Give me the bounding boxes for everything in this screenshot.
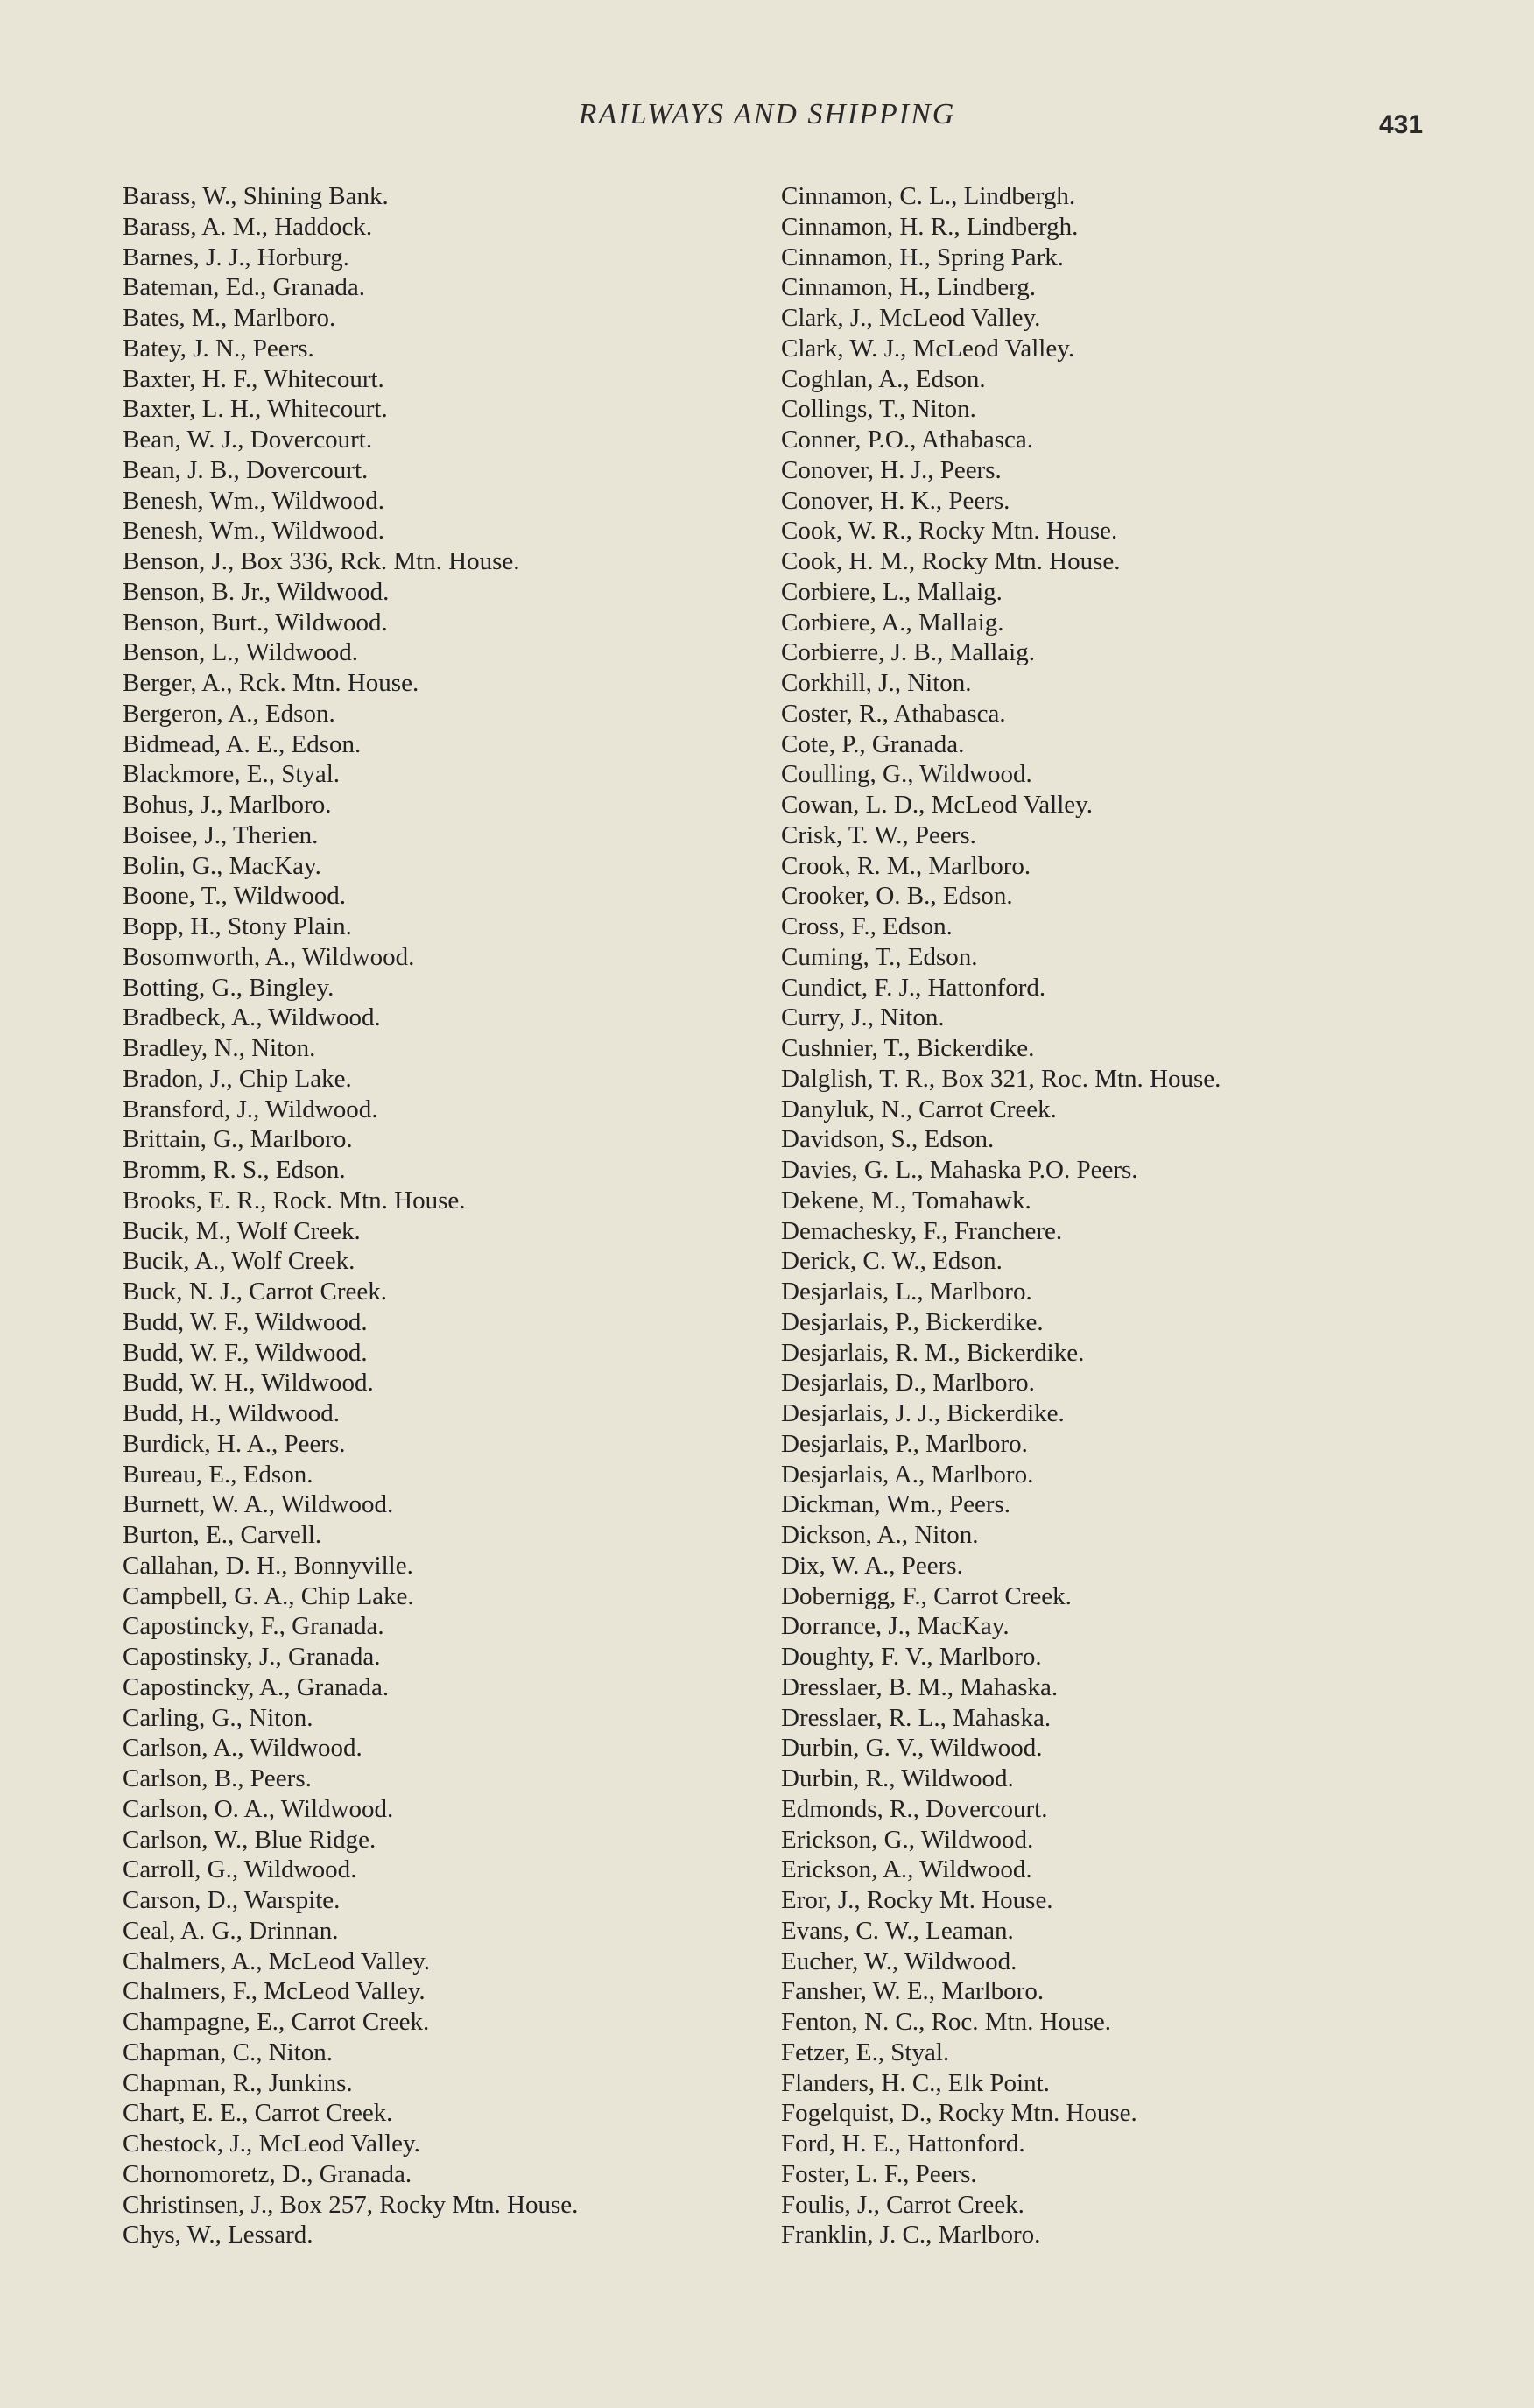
directory-entry: Cook, H. M., Rocky Mtn. House. [781,547,1121,575]
directory-entry: Capostincky, F., Granada. [123,1612,384,1641]
directory-entry: Chalmers, A., McLeod Valley. [123,1947,431,1975]
directory-entry: Bateman, Ed., Granada. [123,273,366,302]
directory-entry: Callahan, D. H., Bonnyville. [123,1551,413,1580]
directory-entry: Danyluk, N., Carrot Creek. [781,1095,1057,1123]
directory-entry: Durbin, R., Wildwood. [781,1764,1014,1792]
directory-entry: Bucik, M., Wolf Creek. [123,1216,361,1245]
directory-entry: Ceal, A. G., Drinnan. [123,1916,339,1945]
directory-entry: Benesh, Wm., Wildwood. [123,517,385,546]
directory-entry: Derick, C. W., Edson. [781,1247,1003,1276]
directory-entry: Bean, J. B., Dovercourt. [123,455,369,484]
directory-entry: Barnes, J. J., Horburg. [123,243,349,271]
directory-entry: Brittain, G., Marlboro. [123,1125,353,1154]
directory-entry: Buck, N. J., Carrot Creek. [123,1278,388,1306]
directory-entry: Demachesky, F., Franchere. [781,1216,1063,1245]
directory-entry: Eucher, W., Wildwood. [781,1947,1017,1975]
directory-entry: Barass, W., Shining Bank. [123,182,389,210]
directory-entry: Flanders, H. C., Elk Point. [781,2068,1050,2097]
directory-entry: Bradon, J., Chip Lake. [123,1064,352,1093]
directory-entry: Doughty, F. V., Marlboro. [781,1643,1042,1671]
directory-entry: Capostinsky, J., Granada. [123,1643,381,1671]
directory-entry: Botting, G., Bingley. [123,973,334,1002]
directory-entry: Benson, Burt., Wildwood. [123,608,388,637]
directory-entry: Barass, A. M., Haddock. [123,212,373,241]
directory-entry: Bergeron, A., Edson. [123,699,335,728]
directory-entry: Conover, H. K., Peers. [781,486,1010,515]
directory-entry: Davidson, S., Edson. [781,1125,995,1154]
directory-entry: Davies, G. L., Mahaska P.O. Peers. [781,1156,1138,1184]
directory-entry: Bidmead, A. E., Edson. [123,729,362,758]
directory-entry: Desjarlais, A., Marlboro. [781,1460,1034,1489]
directory-entry: Crooker, O. B., Edson. [781,882,1013,911]
directory-entry: Edmonds, R., Dovercourt. [781,1794,1048,1823]
directory-entry: Cuming, T., Edson. [781,942,978,971]
directory-entry: Cook, W. R., Rocky Mtn. House. [781,517,1118,546]
directory-entry: Benesh, Wm., Wildwood. [123,486,385,515]
directory-entry: Chornomoretz, D., Granada. [123,2159,412,2188]
directory-entry: Christinsen, J., Box 257, Rocky Mtn. House. [123,2190,579,2219]
right-column [781,181,1420,2250]
directory-entry: Fenton, N. C., Roc. Mtn. House. [781,2008,1111,2036]
directory-entry: Budd, W. F., Wildwood. [123,1338,368,1367]
directory-entry: Desjarlais, D., Marlboro. [781,1369,1035,1398]
directory-entry: Bransford, J., Wildwood. [123,1095,378,1123]
directory-entry: Coghlan, A., Edson. [781,364,986,393]
directory-entry: Dobernigg, F., Carrot Creek. [781,1581,1072,1610]
directory-entry: Dekene, M., Tomahawk. [781,1186,1031,1215]
directory-entry: Bohus, J., Marlboro. [123,791,332,819]
directory-entry: Dickson, A., Niton. [781,1521,979,1549]
directory-entry: Baxter, L. H., Whitecourt. [123,395,388,424]
directory-entry: Foulis, J., Carrot Creek. [781,2190,1024,2219]
directory-entry: Bradbeck, A., Wildwood. [123,1003,381,1032]
page-number: 431 [1379,110,1424,139]
directory-entry: Budd, W. H., Wildwood. [123,1369,374,1398]
directory-entry: Corbierre, J. B., Mallaig. [781,638,1035,667]
directory-entry: Collings, T., Niton. [781,395,976,424]
directory-entry: Chestock, J., McLeod Valley. [123,2130,420,2158]
directory-entry: Chapman, R., Junkins. [123,2068,353,2097]
directory-entry: Cross, F., Edson. [781,912,953,940]
directory-entry: Bolin, G., MacKay. [123,851,321,880]
directory-entry: Capostincky, A., Granada. [123,1672,390,1701]
directory-entry: Dalglish, T. R., Box 321, Roc. Mtn. House. [781,1064,1221,1093]
directory-entry: Chart, E. E., Carrot Creek. [123,2099,393,2128]
directory-entry: Ford, H. E., Hattonford. [781,2130,1025,2158]
directory-entry: Dorrance, J., MacKay. [781,1612,1010,1641]
directory-entry: Dix, W. A., Peers. [781,1551,963,1580]
directory-entry: Corbiere, A., Mallaig. [781,608,1004,637]
directory-entry: Chys, W., Lessard. [123,2221,313,2250]
directory-entry: Bean, W. J., Dovercourt. [123,426,373,454]
directory-entry: Blackmore, E., Styal. [123,760,341,789]
directory-entry: Cushnier, T., Bickerdike. [781,1034,1035,1062]
directory-entry: Corkhill, J., Niton. [781,669,972,697]
directory-entry: Carson, D., Warspite. [123,1886,341,1914]
page-header-title: RAILWAYS AND SHIPPING [578,98,956,130]
directory-entry: Evans, C. W., Leaman. [781,1916,1014,1945]
directory-entry: Desjarlais, R. M., Bickerdike. [781,1338,1085,1367]
left-column [123,181,762,2250]
directory-entry: Fansher, W. E., Marlboro. [781,1977,1045,2006]
directory-entry: Corbiere, L., Mallaig. [781,577,1003,606]
directory-entry: Cundict, F. J., Hattonford. [781,973,1046,1002]
directory-entry: Foster, L. F., Peers. [781,2159,977,2188]
directory-entry: Dresslaer, R. L., Mahaska. [781,1703,1052,1732]
directory-entry: Carling, G., Niton. [123,1703,313,1732]
directory-entry: Bromm, R. S., Edson. [123,1156,346,1184]
directory-entry: Desjarlais, L., Marlboro. [781,1278,1032,1306]
directory-entry: Bureau, E., Edson. [123,1460,313,1489]
directory-entry: Champagne, E., Carrot Creek. [123,2008,430,2036]
directory-entry: Bosomworth, A., Wildwood. [123,942,415,971]
directory-entry: Desjarlais, J. J., Bickerdike. [781,1399,1065,1427]
directory-entry: Eror, J., Rocky Mt. House. [781,1886,1053,1914]
directory-entry: Cinnamon, H. R., Lindbergh. [781,212,1079,241]
directory-entry: Dickman, Wm., Peers. [781,1490,1011,1519]
directory-entry: Desjarlais, P., Marlboro. [781,1429,1028,1458]
directory-entry: Curry, J., Niton. [781,1003,945,1032]
directory-entry: Fogelquist, D., Rocky Mtn. House. [781,2099,1137,2128]
directory-entry: Burton, E., Carvell. [123,1521,322,1549]
directory-entry: Burnett, W. A., Wildwood. [123,1490,394,1519]
directory-entry: Carlson, W., Blue Ridge. [123,1825,376,1854]
directory-entry: Bucik, A., Wolf Creek. [123,1247,355,1276]
directory-entry: Cinnamon, C. L., Lindbergh. [781,182,1076,210]
directory-entry: Erickson, G., Wildwood. [781,1825,1034,1854]
directory-entry: Crisk, T. W., Peers. [781,820,976,849]
directory-entry: Coulling, G., Wildwood. [781,760,1032,789]
directory-entry: Cinnamon, H., Spring Park. [781,243,1065,271]
directory-entry: Desjarlais, P., Bickerdike. [781,1307,1044,1336]
directory-entry: Franklin, J. C., Marlboro. [781,2221,1041,2250]
directory-entry: Benson, B. Jr., Wildwood. [123,577,390,606]
directory-entry: Dresslaer, B. M., Mahaska. [781,1672,1059,1701]
directory-entry: Chapman, C., Niton. [123,2038,334,2067]
directory-entry: Conner, P.O., Athabasca. [781,426,1033,454]
directory-entry: Budd, H., Wildwood. [123,1399,341,1427]
directory-entry: Erickson, A., Wildwood. [781,1855,1032,1884]
directory-entry: Benson, J., Box 336, Rck. Mtn. House. [123,547,520,575]
directory-entry: Berger, A., Rck. Mtn. House. [123,669,419,697]
directory-entry: Batey, J. N., Peers. [123,334,314,363]
directory-entry: Bates, M., Marlboro. [123,304,336,332]
directory-entry: Crook, R. M., Marlboro. [781,851,1031,880]
directory-entry: Burdick, H. A., Peers. [123,1429,346,1458]
directory-entry: Boisee, J., Therien. [123,820,319,849]
directory-entry: Cote, P., Granada. [781,729,965,758]
directory-entry: Clark, J., McLeod Valley. [781,304,1041,332]
directory-entry: Campbell, G. A., Chip Lake. [123,1581,414,1610]
directory-entry: Benson, L., Wildwood. [123,638,358,667]
directory-entry: Carlson, B., Peers. [123,1764,312,1792]
directory-entry: Budd, W. F., Wildwood. [123,1307,368,1336]
directory-entry: Coster, R., Athabasca. [781,699,1006,728]
directory-entry: Carroll, G., Wildwood. [123,1855,357,1884]
directory-entry: Bopp, H., Stony Plain. [123,912,352,940]
directory-entry: Boone, T., Wildwood. [123,882,346,911]
directory-entry: Durbin, G. V., Wildwood. [781,1734,1043,1763]
directory-entry: Carlson, A., Wildwood. [123,1734,362,1763]
directory-entry: Baxter, H. F., Whitecourt. [123,364,384,393]
directory-entry: Cowan, L. D., McLeod Valley. [781,791,1093,819]
directory-entry: Brooks, E. R., Rock. Mtn. House. [123,1186,466,1215]
directory-entry: Carlson, O. A., Wildwood. [123,1794,394,1823]
directory-entry: Conover, H. J., Peers. [781,455,1002,484]
directory-entry: Cinnamon, H., Lindberg. [781,273,1037,302]
directory-entry: Fetzer, E., Styal. [781,2038,950,2067]
directory-entry: Clark, W. J., McLeod Valley. [781,334,1075,363]
directory-entry: Chalmers, F., McLeod Valley. [123,1977,426,2006]
directory-entry: Bradley, N., Niton. [123,1034,316,1062]
